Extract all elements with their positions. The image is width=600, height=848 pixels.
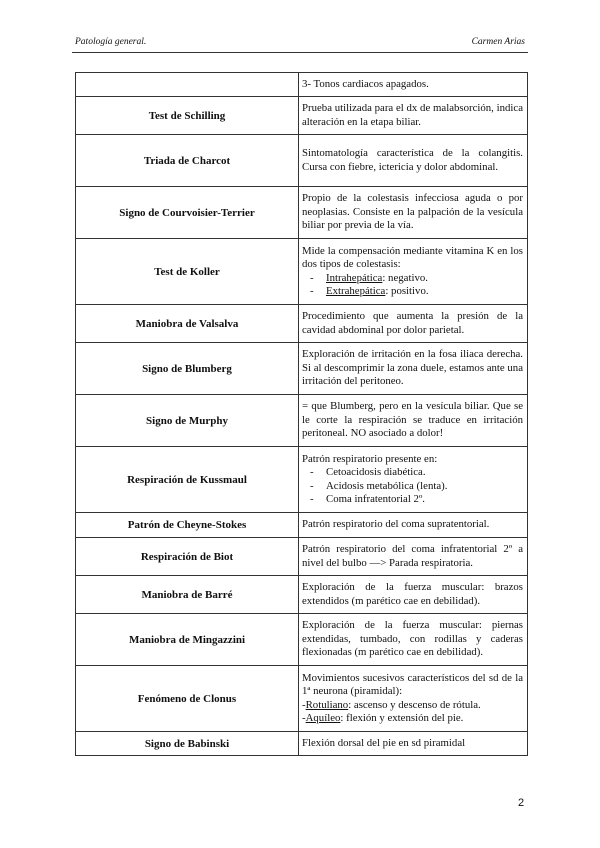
item-text: : positivo.: [385, 284, 429, 297]
description-cell: Exploración de la fuerza muscular: piernas extendidas, tumbado, con rodillas y caderas flexionadas (m parético cae en debilidad).: [299, 614, 528, 666]
term-cell: Signo de Murphy: [76, 395, 299, 447]
description-intro: Movimientos sucesivos característicos del sd de la 1ª neurona (piramidal):: [302, 671, 523, 698]
term-cell: Maniobra de Mingazzini: [76, 614, 299, 666]
description-cell: Exploración de irritación en la fosa iliaca derecha. Si al descomprimir la zona duele, estamos ante una irritación del peritoneo.: [299, 343, 528, 395]
page-number: 2: [518, 797, 525, 809]
description-cell: Propio de la colestasis infecciosa aguda o por neoplasias. Consiste en la palpación de la vesícula biliar por previa de la vía.: [299, 187, 528, 239]
description-intro: Mide la compensación mediante vitamina K en los dos tipos de colestasis:: [302, 244, 523, 271]
description-cell: [299, 666, 528, 732]
table-row: [76, 187, 528, 239]
description-line: -Aquíleo: flexión y extensión del pie.: [302, 711, 464, 724]
item-text: : negativo.: [382, 271, 428, 284]
term-cell: Fenómeno de Clonus: [76, 666, 299, 732]
description-cell: 3- Tonos cardiacos apagados.: [299, 73, 528, 97]
bullet-list: [302, 272, 523, 299]
term-cell: Respiración de Biot: [76, 538, 299, 576]
description-cell: Patrón respiratorio del coma infratentorial 2º a nivel del bulbo —> Parada respiratoria.: [299, 538, 528, 576]
term-cell: Test de Koller: [76, 239, 299, 305]
bullet-list: [302, 466, 523, 506]
term-cell: Signo de Babinski: [76, 732, 299, 756]
description-cell: Patrón respiratorio del coma supratentorial.: [299, 513, 528, 538]
line-label: Rotuliano: [305, 698, 349, 711]
list-item: [310, 285, 523, 298]
description-line: -Rotuliano: ascenso y descenso de rótula.: [302, 698, 481, 711]
list-item: - Cetoacidosis diabética.: [310, 466, 523, 479]
description-cell: [299, 239, 528, 305]
table-row: [76, 447, 528, 513]
table-row: [76, 239, 528, 305]
description-cell: Prueba utilizada para el dx de malabsorción, indica alteración en la etapa biliar.: [299, 97, 528, 135]
line-text: : ascenso y descenso de rótula.: [348, 698, 481, 711]
list-item: [310, 272, 523, 285]
list-item: - Coma infratentorial 2º.: [310, 493, 523, 506]
table-row: [76, 732, 528, 756]
header-left: Patología general.: [75, 37, 147, 47]
term-cell: Maniobra de Valsalva: [76, 305, 299, 343]
line-text: : flexión y extensión del pie.: [340, 711, 464, 724]
table-row: [76, 576, 528, 614]
term-cell: Respiración de Kussmaul: [76, 447, 299, 513]
table-row: [76, 343, 528, 395]
header-rule: [72, 52, 528, 53]
table-row: [76, 395, 528, 447]
table-row: [76, 666, 528, 732]
description-cell: = que Blumberg, pero en la vesícula biliar. Que se le corte la respiración se traduce en irritación peritoneal. NO asociado a dolor!: [299, 395, 528, 447]
term-cell: Triada de Charcot: [76, 135, 299, 187]
table-row: [76, 97, 528, 135]
table-row: [76, 135, 528, 187]
table-row: [76, 73, 528, 97]
header-right: Carmen Arias: [471, 37, 525, 47]
table-row: [76, 513, 528, 538]
description-cell: [299, 447, 528, 513]
terms-table: [75, 72, 528, 756]
description-cell: Flexión dorsal del pie en sd piramidal: [299, 732, 528, 756]
table-row: [76, 305, 528, 343]
term-cell: [76, 73, 299, 97]
term-cell: Test de Schilling: [76, 97, 299, 135]
item-label: Intrahepática: [326, 271, 383, 284]
term-cell: Maniobra de Barré: [76, 576, 299, 614]
line-label: Aquíleo: [305, 711, 341, 724]
list-item: - Acidosis metabólica (lenta).: [310, 480, 523, 493]
table-row: [76, 538, 528, 576]
description-intro: Patrón respiratorio presente en:: [302, 452, 438, 465]
table-row: [76, 614, 528, 666]
description-cell: Exploración de la fuerza muscular: brazos extendidos (m parético cae en debilidad).: [299, 576, 528, 614]
item-label: Extrahepática: [326, 284, 386, 297]
description-cell: Procedimiento que aumenta la presión de la cavidad abdominal por dolor parietal.: [299, 305, 528, 343]
term-cell: Patrón de Cheyne-Stokes: [76, 513, 299, 538]
term-cell: Signo de Blumberg: [76, 343, 299, 395]
term-cell: Signo de Courvoisier-Terrier: [76, 187, 299, 239]
description-cell: Sintomatología característica de la colangitis. Cursa con fiebre, ictericia y dolor abdominal.: [299, 135, 528, 187]
